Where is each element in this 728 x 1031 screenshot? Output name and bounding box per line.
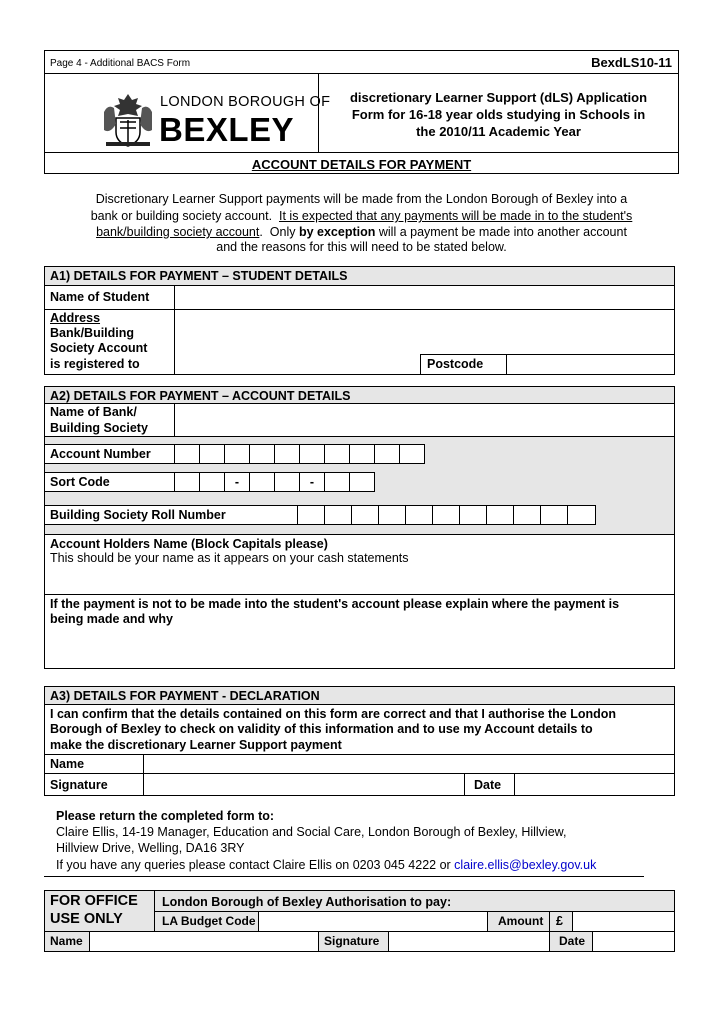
postcode-field[interactable] — [507, 355, 674, 374]
account-holder-label: Account Holders Name (Block Capitals please) — [50, 537, 328, 551]
declaration-line2: Borough of Bexley to check on validity of this information and to use my Account details to — [50, 722, 593, 736]
roll-char-box[interactable] — [513, 505, 541, 525]
office-date-label: Date — [559, 934, 586, 948]
roll-char-box[interactable] — [378, 505, 406, 525]
sort-digit-box[interactable] — [349, 472, 375, 492]
sort-digit-box[interactable] — [324, 472, 350, 492]
declaration-line3: make the discretionary Learner Support payment — [50, 738, 342, 752]
sort-digit-box[interactable] — [249, 472, 275, 492]
declaration-name-field[interactable] — [144, 755, 674, 773]
office-use-label-2: USE ONLY — [50, 911, 123, 927]
roll-number-label: Building Society Roll Number — [50, 508, 226, 522]
a1-title: A1) DETAILS FOR PAYMENT – STUDENT DETAILS — [50, 269, 348, 283]
office-name-label: Name — [50, 934, 83, 948]
account-holder-field[interactable] — [45, 567, 674, 593]
office-date-field[interactable] — [593, 932, 674, 951]
account-number-label: Account Number — [50, 447, 151, 461]
currency-symbol: £ — [556, 914, 563, 928]
amount-field[interactable] — [573, 912, 674, 931]
contact-email-link[interactable]: claire.ellis@bexley.gov.uk — [454, 858, 597, 872]
budget-code-label: LA Budget Code — [162, 914, 256, 928]
account-digit-box[interactable] — [324, 444, 350, 464]
roll-number-boxes — [297, 505, 596, 525]
account-digit-box[interactable] — [174, 444, 200, 464]
sort-separator: - — [299, 472, 325, 492]
bexley-crest-logo — [98, 90, 158, 148]
form-title-line3: the 2010/11 Academic Year — [416, 124, 581, 139]
intro-line1: Discretionary Learner Support payments will be made from the London Borough of Bexley into a — [95, 192, 628, 206]
declaration-name-label: Name — [50, 757, 85, 771]
account-digit-box[interactable] — [349, 444, 375, 464]
logo-text-line2: BEXLEY — [159, 111, 295, 148]
logo-text-line1: LONDON BOROUGH OF — [160, 94, 331, 110]
office-name-field[interactable] — [90, 932, 318, 951]
alt-payment-line2: being made and why — [50, 612, 173, 626]
form-code: BexdLS10-11 — [591, 55, 672, 70]
office-signature-label: Signature — [324, 934, 380, 948]
roll-char-box[interactable] — [351, 505, 379, 525]
intro-line3: bank/building society account. Only by exception will a payment be made into another account — [96, 225, 627, 239]
sort-digit-box[interactable] — [274, 472, 300, 492]
sort-code-boxes — [174, 472, 374, 492]
address-label-2: Bank/Building — [50, 326, 135, 340]
postcode-label: Postcode — [427, 357, 484, 371]
declaration-signature-field[interactable] — [144, 774, 464, 795]
roll-char-box[interactable] — [459, 505, 487, 525]
form-title-line1: discretionary Learner Support (dLS) Application — [349, 90, 648, 105]
bank-name-label-1: Name of Bank/ — [50, 405, 137, 419]
account-digit-box[interactable] — [299, 444, 325, 464]
roll-char-box[interactable] — [297, 505, 325, 525]
declaration-date-label: Date — [474, 778, 502, 792]
form-title-line2: Form for 16-18 year olds studying in Schools in — [351, 107, 646, 122]
roll-char-box[interactable] — [540, 505, 568, 525]
account-digit-box[interactable] — [249, 444, 275, 464]
address-label-4: is registered to — [50, 357, 140, 371]
office-use-label-1: FOR OFFICE — [50, 893, 138, 909]
account-digit-box[interactable] — [274, 444, 300, 464]
office-signature-field[interactable] — [389, 932, 549, 951]
roll-char-box[interactable] — [405, 505, 433, 525]
bank-name-field[interactable] — [175, 404, 674, 436]
section-title: ACCOUNT DETAILS FOR PAYMENT — [251, 157, 472, 172]
alt-payment-line1: If the payment is not to be made into the student's account please explain where the payment is — [50, 597, 620, 611]
account-digit-box[interactable] — [399, 444, 425, 464]
declaration-signature-label: Signature — [50, 778, 108, 792]
sort-code-label: Sort Code — [50, 475, 110, 489]
account-digit-box[interactable] — [199, 444, 225, 464]
return-address-line2: Hillview Drive, Welling, DA16 3RY — [56, 841, 245, 855]
authorisation-title: London Borough of Bexley Authorisation to pay: — [162, 895, 452, 909]
return-heading: Please return the completed form to: — [56, 809, 275, 823]
student-name-field[interactable] — [175, 286, 674, 309]
intro-line2: bank or building society account. It is expected that any payments will be made in to the student's — [90, 209, 633, 223]
declaration-line1: I can confirm that the details contained on this form are correct and that I authorise the London — [50, 707, 617, 721]
a3-title: A3) DETAILS FOR PAYMENT - DECLARATION — [50, 689, 320, 703]
sort-separator: - — [224, 472, 250, 492]
student-name-label: Name of Student — [50, 290, 150, 304]
declaration-date-field[interactable] — [515, 774, 674, 795]
account-digit-box[interactable] — [224, 444, 250, 464]
budget-code-field[interactable] — [259, 912, 487, 931]
amount-label: Amount — [498, 914, 544, 928]
roll-char-box[interactable] — [567, 505, 596, 525]
roll-char-box[interactable] — [432, 505, 460, 525]
account-digit-box[interactable] — [374, 444, 400, 464]
sort-digit-box[interactable] — [199, 472, 225, 492]
return-address-line1: Claire Ellis, 14-19 Manager, Education and Social Care, London Borough of Bexley, Hillview, — [56, 825, 567, 839]
address-label-3: Society Account — [50, 341, 148, 355]
account-number-boxes — [174, 444, 425, 464]
alt-payment-reason-field[interactable] — [45, 628, 674, 668]
address-label-1: Address — [50, 311, 101, 325]
return-contact-line: If you have any queries please contact Claire Ellis on 0203 045 4222 or claire.ellis@bexley.gov.uk — [56, 858, 597, 872]
account-holder-note: This should be your name as it appears on your cash statements — [50, 551, 409, 565]
roll-char-box[interactable] — [486, 505, 514, 525]
intro-line4: and the reasons for this will need to be stated below. — [216, 240, 507, 254]
roll-char-box[interactable] — [324, 505, 352, 525]
bank-name-label-2: Building Society — [50, 421, 148, 435]
sort-digit-box[interactable] — [174, 472, 200, 492]
page-label: Page 4 - Additional BACS Form — [50, 58, 191, 69]
a2-title: A2) DETAILS FOR PAYMENT – ACCOUNT DETAILS — [50, 389, 351, 403]
address-field[interactable] — [175, 310, 674, 354]
